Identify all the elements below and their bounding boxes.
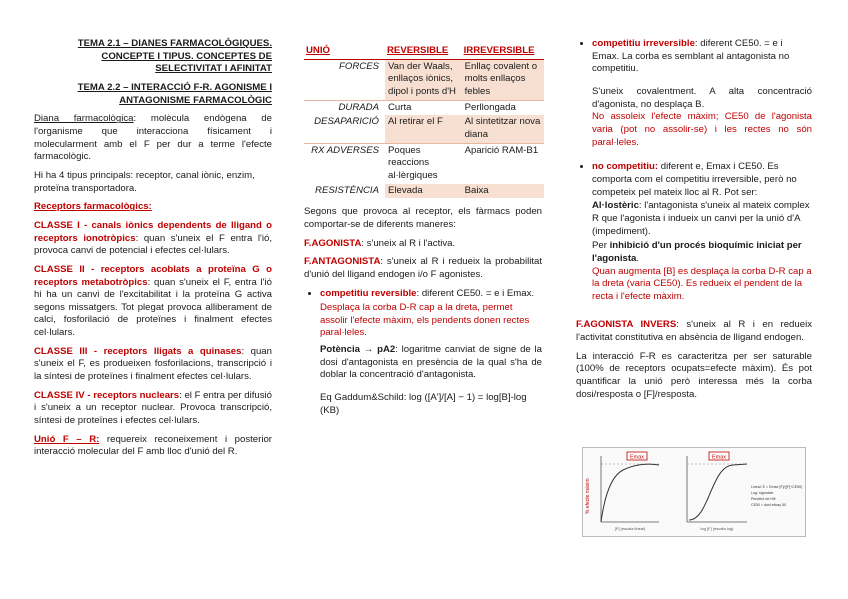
table-header: UNIÓ bbox=[304, 44, 385, 59]
antagonista-text: : s'uneix al R i redueix la probabilitat d'unió del lligand endogen i/o F agonistes. bbox=[304, 256, 542, 280]
table-header: REVERSIBLE bbox=[385, 44, 462, 59]
invers-text: : s'uneix al R i en redueix l'activitat constitutiva en absència de lligand endogen. bbox=[576, 319, 812, 344]
y-axis-label: % efecte màxim bbox=[585, 478, 591, 514]
unio-f-r bbox=[34, 434, 272, 459]
table-row bbox=[304, 100, 544, 115]
comp-rev-red: Desplaça la corba D-R cap a la dreta, permet assolir l'efecte màxim, els pendents donen rectes paral·leles. bbox=[320, 302, 530, 339]
comp-irr-head: competitiu irreversible bbox=[592, 38, 695, 49]
comp-irr-text: : diferent CE50. = e i Emax. La corba es semblant al antagonista no competitiu. bbox=[592, 38, 790, 75]
inhibicio bbox=[592, 240, 812, 265]
antagonist-types-list bbox=[304, 288, 542, 341]
column-2 bbox=[304, 38, 542, 423]
dose-response-svg bbox=[583, 448, 805, 536]
alosteric-text: : l'antagonista s'uneix al mateix complex R que l'agonista i indueix un canvi per la unió d'A (impediment). bbox=[592, 200, 810, 237]
classe-1-text: : quan s'uneix el F entra l'ió, provoca canvi de potencial i efectes cel·lulars. bbox=[34, 232, 273, 257]
row-key: DESAPARICIÓ bbox=[314, 116, 379, 128]
row-key: FORCES bbox=[339, 60, 379, 72]
row-irreversible: Enllaç covalent o molts enllaços febles bbox=[462, 59, 544, 100]
diana-paragraph bbox=[34, 113, 272, 164]
covalent-paragraph: S'uneix covalentment. A alta concentració d'agonista, no desplaça B. bbox=[592, 85, 812, 110]
inhibicio-head: inhibició d'un procés bioquímic iniciat per l'agonista bbox=[592, 240, 802, 264]
classe-2-head: CLASSE II - receptors acoblats a proteïna G o receptors metabotròpics bbox=[34, 263, 272, 288]
classe-1 bbox=[34, 220, 272, 258]
classe-3-text: : quan s'uneix el F, es produeixen fosforilacions, transcripció i la síntesi de proteïnes i finalment efectes cel·lulars. bbox=[34, 345, 272, 383]
classe-2-text: : quan s'uneix el F, entra l'ió hi ha un canvi de l'excitabilitat i la proteïna G activa segons missatgers. Tot plegat provoca alliberament de calci, fosforilació de proteïnes i finalment efectes cel·lulars. bbox=[34, 276, 272, 339]
row-reversible: Van der Waals, enllaços iònics, dipol i ponts d'H bbox=[385, 59, 462, 100]
row-reversible: Poques reaccions al·lèrgiques bbox=[385, 143, 462, 183]
saturable-paragraph: La interacció F-R es caracteritza per ser saturable (100% de receptors ocupats=efecte màxim). És pot quantificar la unió però interessa més la corba dosi/resposta o [F]/resposta. bbox=[576, 350, 812, 400]
row-reversible: Curta bbox=[385, 100, 462, 115]
row-key: RESISTÈNCIA bbox=[315, 184, 379, 196]
title-tema-2-2: TEMA 2.2 – INTERACCIÓ F-R. AGONISME I ANTAGONISME FARMACOLÒGIC bbox=[77, 81, 272, 106]
antagonista-paragraph bbox=[304, 256, 542, 281]
receptors-heading: Receptors farmacològics: bbox=[34, 201, 152, 213]
right-emax-label: Emax bbox=[711, 454, 727, 461]
figure-legend bbox=[751, 485, 802, 507]
left-curve bbox=[601, 464, 659, 522]
table-header-row bbox=[304, 44, 544, 59]
nocomp-head: no competitiu: bbox=[592, 161, 659, 173]
potencia-head: Potència → pA2 bbox=[320, 344, 396, 356]
inhibicio-pre: Per bbox=[592, 240, 610, 252]
right-curve bbox=[689, 464, 747, 520]
nocomp-list bbox=[576, 161, 812, 303]
classe-3-head: CLASSE III - receptors lligats a quinases bbox=[34, 345, 242, 357]
diana-term: Diana farmacològica bbox=[34, 113, 134, 125]
table-row bbox=[304, 115, 544, 143]
table-row bbox=[304, 143, 544, 183]
classe-1-head: CLASSE I - canals iònics dependents de lligand o receptors ionotròpics bbox=[34, 219, 272, 244]
classe-4 bbox=[34, 390, 272, 428]
inhibicio-dot: . bbox=[636, 252, 640, 264]
agonista-text: : s'uneix al R i l'activa. bbox=[361, 237, 456, 249]
irreversible-list bbox=[576, 38, 812, 76]
right-x-label: log [F] (escala log) bbox=[700, 526, 734, 531]
list-item bbox=[592, 38, 812, 76]
table-header: IRREVERSIBLE bbox=[462, 44, 544, 59]
legend-item: Pendent de Hill bbox=[751, 497, 776, 501]
title-tema-2-1: TEMA 2.1 – DIANES FARMACOLÒGIQUES. CONCEPTE I TIPUS. CONCEPTES DE SELECTIVITAT I AFINITAT bbox=[77, 38, 272, 75]
invers-paragraph bbox=[576, 319, 812, 344]
column-1 bbox=[34, 38, 272, 465]
alosteric bbox=[592, 200, 812, 238]
list-item bbox=[320, 288, 542, 341]
row-irreversible: Al sintetitzar nova diana bbox=[462, 115, 544, 143]
row-key: RX ADVERSES bbox=[304, 143, 385, 183]
classe-3 bbox=[34, 346, 272, 384]
segons-paragraph: Segons que provoca al receptor, els fàrmacs poden comportar-se de diferents maneres: bbox=[304, 206, 542, 230]
agonista-paragraph bbox=[304, 238, 542, 251]
comp-rev-head: competitiu reversible bbox=[320, 287, 417, 299]
dose-response-figure bbox=[582, 447, 806, 537]
gaddum-equation: Eq Gaddum&Schild: log ([A']/[A] − 1) = log[B]-log (KB) bbox=[320, 392, 527, 416]
tipus-paragraph: Hi ha 4 tipus principals: receptor, canal iònic, enzim, proteïna transportadora. bbox=[34, 169, 255, 194]
list-item bbox=[592, 161, 812, 303]
legend-item: Log: sigmoide bbox=[751, 491, 774, 495]
antagonista-head: F.ANTAGONISTA bbox=[304, 256, 381, 268]
table-row bbox=[304, 59, 544, 100]
row-irreversible: Perllongada bbox=[462, 100, 544, 115]
left-emax-label: Emax bbox=[629, 454, 645, 461]
unio-head: Unió F – R: bbox=[34, 433, 100, 445]
row-reversible: Elevada bbox=[385, 184, 462, 199]
invers-head: F.AGONISTA INVERS bbox=[576, 319, 677, 331]
legend-item: Lineal: E = Emax·[F]/([F]+CE50) bbox=[751, 485, 803, 489]
row-key: DURADA bbox=[304, 100, 385, 115]
potencia-paragraph bbox=[304, 344, 542, 382]
column-3 bbox=[576, 38, 812, 407]
nocomp-text: diferent e, Emax i CE50. Es comporta com el competitiu irreversible, però no competeix pel mateix lloc al R. Pot ser: bbox=[592, 161, 797, 198]
classe-4-head: CLASSE IV - receptors nuclears bbox=[34, 389, 180, 401]
left-x-label: [F] (escala lineal) bbox=[614, 526, 646, 531]
potencia-text: : logaritme canviat de signe de la dosi d'antagonista en presència de la qual s'ha de doblar la concentració d'antagonista. bbox=[320, 344, 542, 381]
comp-rev-text: : diferent CE50. = e i Emax. bbox=[416, 287, 535, 299]
classe-4-text: : el F entra per difusió i s'uneix a un receptor nuclear. Provoca transcripció, síntesi de proteïnes i efectes cel·lulars. bbox=[34, 389, 272, 427]
inhibicio-red: Quan augmenta [B] es desplaça la corba D-R cap a la dreta (varia CE50). Es redueix el pendent de la recta i l'efecte màxim. bbox=[592, 265, 812, 302]
classe-2 bbox=[34, 264, 272, 340]
diana-text: : molècula endògena de l'organisme que interacciona físicament i molecularment amb el F per dur a terme l'efecte farmacològic. bbox=[34, 113, 272, 163]
legend-item: CE50 = dosi eficaç 50 bbox=[751, 503, 787, 507]
covalent-red: No assoleix l'efecte màxim; CE50 de l'agonista varia (pot no assolir-se) i les rectes no són paral·leles. bbox=[592, 111, 812, 148]
unio-text: requereix reconeixement i posterior interacció molecular del F amb lloc d'unió del R. bbox=[34, 433, 272, 458]
row-reversible: Al retirar el F bbox=[385, 115, 462, 143]
alosteric-head: Al·lostèric bbox=[592, 200, 639, 212]
row-irreversible: Aparició RAM-B1 bbox=[462, 143, 544, 183]
agonista-head: F.AGONISTA bbox=[304, 237, 362, 249]
table-row bbox=[304, 184, 544, 199]
row-irreversible: Baixa bbox=[462, 184, 544, 199]
reversibility-table bbox=[304, 44, 544, 198]
